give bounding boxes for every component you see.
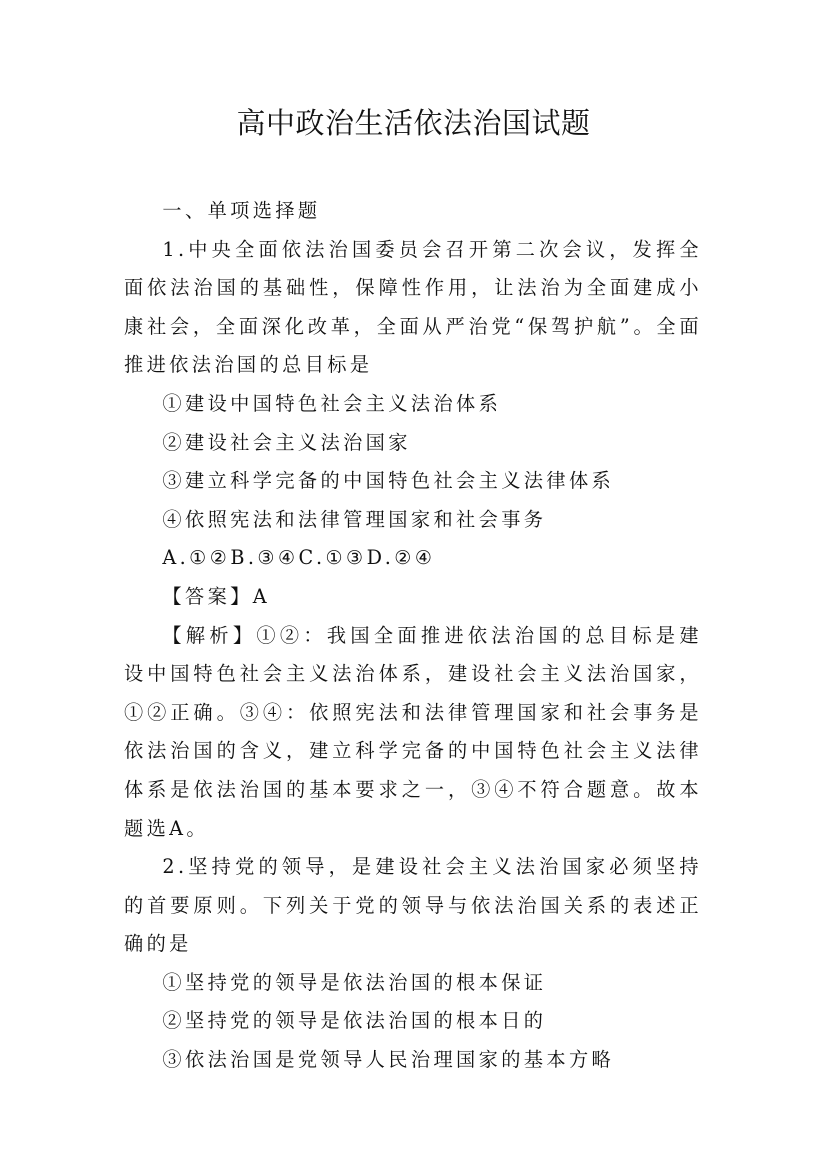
question-1-analysis: 【解析】①②：我国全面推进依法治国的总目标是建设中国特色社会主义法治体系，建设社会主义法治国家，①②正确。③④：依照宪法和法律管理国家和社会事务是依法治国的含义，建立科学完备的中国特色社会主义法律体系是依法治国的基本要求之一，③④不符合题意。故本题选A。: [124, 623, 702, 840]
question-1-stem: 1.中央全面依法治国委员会召开第二次会议，发挥全面依法治国的基础性，保障性作用，让法治为全面建成小康社会，全面深化改革，全面从严治党“保驾护航”。全面推进依法治国的总目标是: [124, 237, 702, 377]
question-2-option-3: ③依法治国是党领导人民治理国家的基本方略: [162, 1048, 615, 1072]
question-1-option-4: ④依照宪法和法律管理国家和社会事务: [162, 507, 547, 531]
question-1-option-2: ②建设社会主义法治国家: [162, 430, 411, 454]
question-1-option-3: ③建立科学完备的中国特色社会主义法律体系: [162, 469, 615, 493]
section-heading: 一、单项选择题: [162, 199, 321, 222]
question-1-option-1: ①建设中国特色社会主义法治体系: [162, 391, 502, 415]
question-1-choices: A.①②B.③④C.①③D.②④: [162, 546, 436, 570]
document-body: [124, 192, 702, 1080]
question-2-stem: 2.坚持党的领导，是建设社会主义法治国家必须坚持的首要原则。下列关于党的领导与依法治国关系的表述正确的是: [124, 855, 702, 956]
document-title: 高中政治生活依法治国试题: [236, 106, 591, 140]
question-2-option-1: ①坚持党的领导是依法治国的根本保证: [162, 970, 547, 994]
question-2-option-2: ②坚持党的领导是依法治国的根本日的: [162, 1009, 547, 1033]
question-1-answer: 【答案】A: [162, 584, 270, 608]
